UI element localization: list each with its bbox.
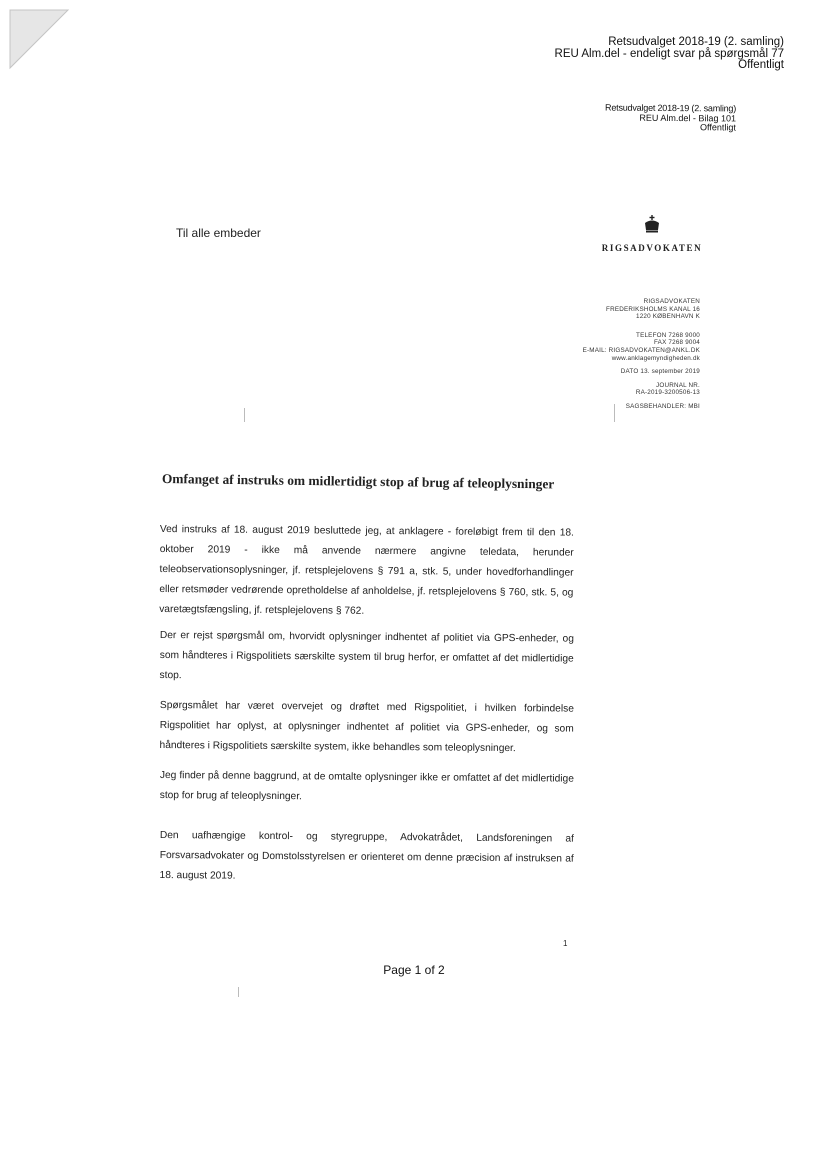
recipient-line: Til alle embeder <box>176 226 261 240</box>
scan-artifact <box>244 408 245 422</box>
sender-phone: TELEFON 7268 9000 <box>636 331 700 339</box>
body-paragraph: Den uafhængige kontrol- og styregruppe, Advokatrådet, Landsforeningen af Forsvarsadvokater og Domstolsstyrelsen er orienteret om denne præcision af instruksen af 18. august 2019. <box>159 829 574 882</box>
logo-wordmark: RIGSADVOKATEN <box>601 243 703 253</box>
rigsadvokaten-logo <box>600 214 704 253</box>
sender-street: FREDERIKSHOLMS KANAL 16 <box>606 305 700 313</box>
sender-city: 1220 KØBENHAVN K <box>636 313 700 321</box>
stamp-line-committee: Retsudvalget 2018-19 (2. samling) <box>605 102 737 114</box>
journal-label: JOURNAL NR. <box>656 381 700 389</box>
sender-fax: FAX 7268 9004 <box>653 339 700 347</box>
page-number: 1 <box>563 939 568 948</box>
sender-email: E-MAIL: RIGSADVOKATEN@ANKL.DK <box>582 346 700 354</box>
letter-date: DATO 13. september 2019 <box>620 368 700 376</box>
stamp-line-status: Offentligt <box>700 122 736 133</box>
scan-artifact <box>614 404 615 422</box>
crown-icon <box>643 214 661 234</box>
parliament-stamp-primary <box>555 37 784 72</box>
journal-number: RA-2019-3200506-13 <box>635 389 700 397</box>
stamp-line-reference: REU Alm.del - endeligt svar på spørgsmål 77 <box>554 47 784 60</box>
scan-artifact <box>238 987 239 997</box>
sender-website: www.anklagemyndigheden.dk <box>611 354 700 362</box>
stamp-line-status: Offentligt <box>738 59 784 71</box>
body-paragraph: Spørgsmålet har været overvejet og drøftet med Rigspolitiet, i hvilken forbindelse Rigspolitiet har oplyst, at oplysninger indhentet af politiet via GPS-enheder, og som håndteres i Rigspolitiets særskilte system, ikke behandles som teleoplysninger. <box>159 699 574 755</box>
body-paragraph: Jeg finder på denne baggrund, at de omtalte oplysninger ikke er omfattet af det midlertidige stop for brug af teleoplysninger. <box>159 769 574 803</box>
page-footer: Page 1 of 2 <box>383 963 445 977</box>
sender-name: RIGSADVOKATEN <box>643 298 700 305</box>
folded-corner-mark <box>8 8 70 70</box>
sender-address-block <box>583 298 700 411</box>
stamp-line-committee: Retsudvalget 2018-19 (2. samling) <box>608 36 784 48</box>
body-paragraph: Ved instruks af 18. august 2019 besluttede jeg, at anklagere - foreløbigt frem til den 18. oktober 2019 - ikke må anvende nærmere angivne teledata, herunder teleobservationsoplysninger, jf. retsplejelovens § 791 a, stk. 5, under hovedforhandlinger eller retsmøder vedrørende opretholdelse af anholdelse, jf. retsplejelovens § 760, stk. 5, og varetægtsfængsling, jf. retsplejelovens § 762. <box>159 523 574 617</box>
parliament-stamp-secondary <box>605 104 736 133</box>
body-paragraph: Der er rejst spørgsmål om, hvorvidt oplysninger indhentet af politiet via GPS-enheder, og som håndteres i Rigspolitiets særskilte system til brug herfor, er omfattet af det midlertidige stop. <box>159 629 574 682</box>
case-handler: SAGSBEHANDLER: MBI <box>625 402 700 410</box>
stamp-line-reference: REU Alm.del - Bilag 101 <box>639 112 737 123</box>
letter-title: Omfanget af instruks om midlertidigt stop af brug af teleoplysninger <box>161 471 555 492</box>
